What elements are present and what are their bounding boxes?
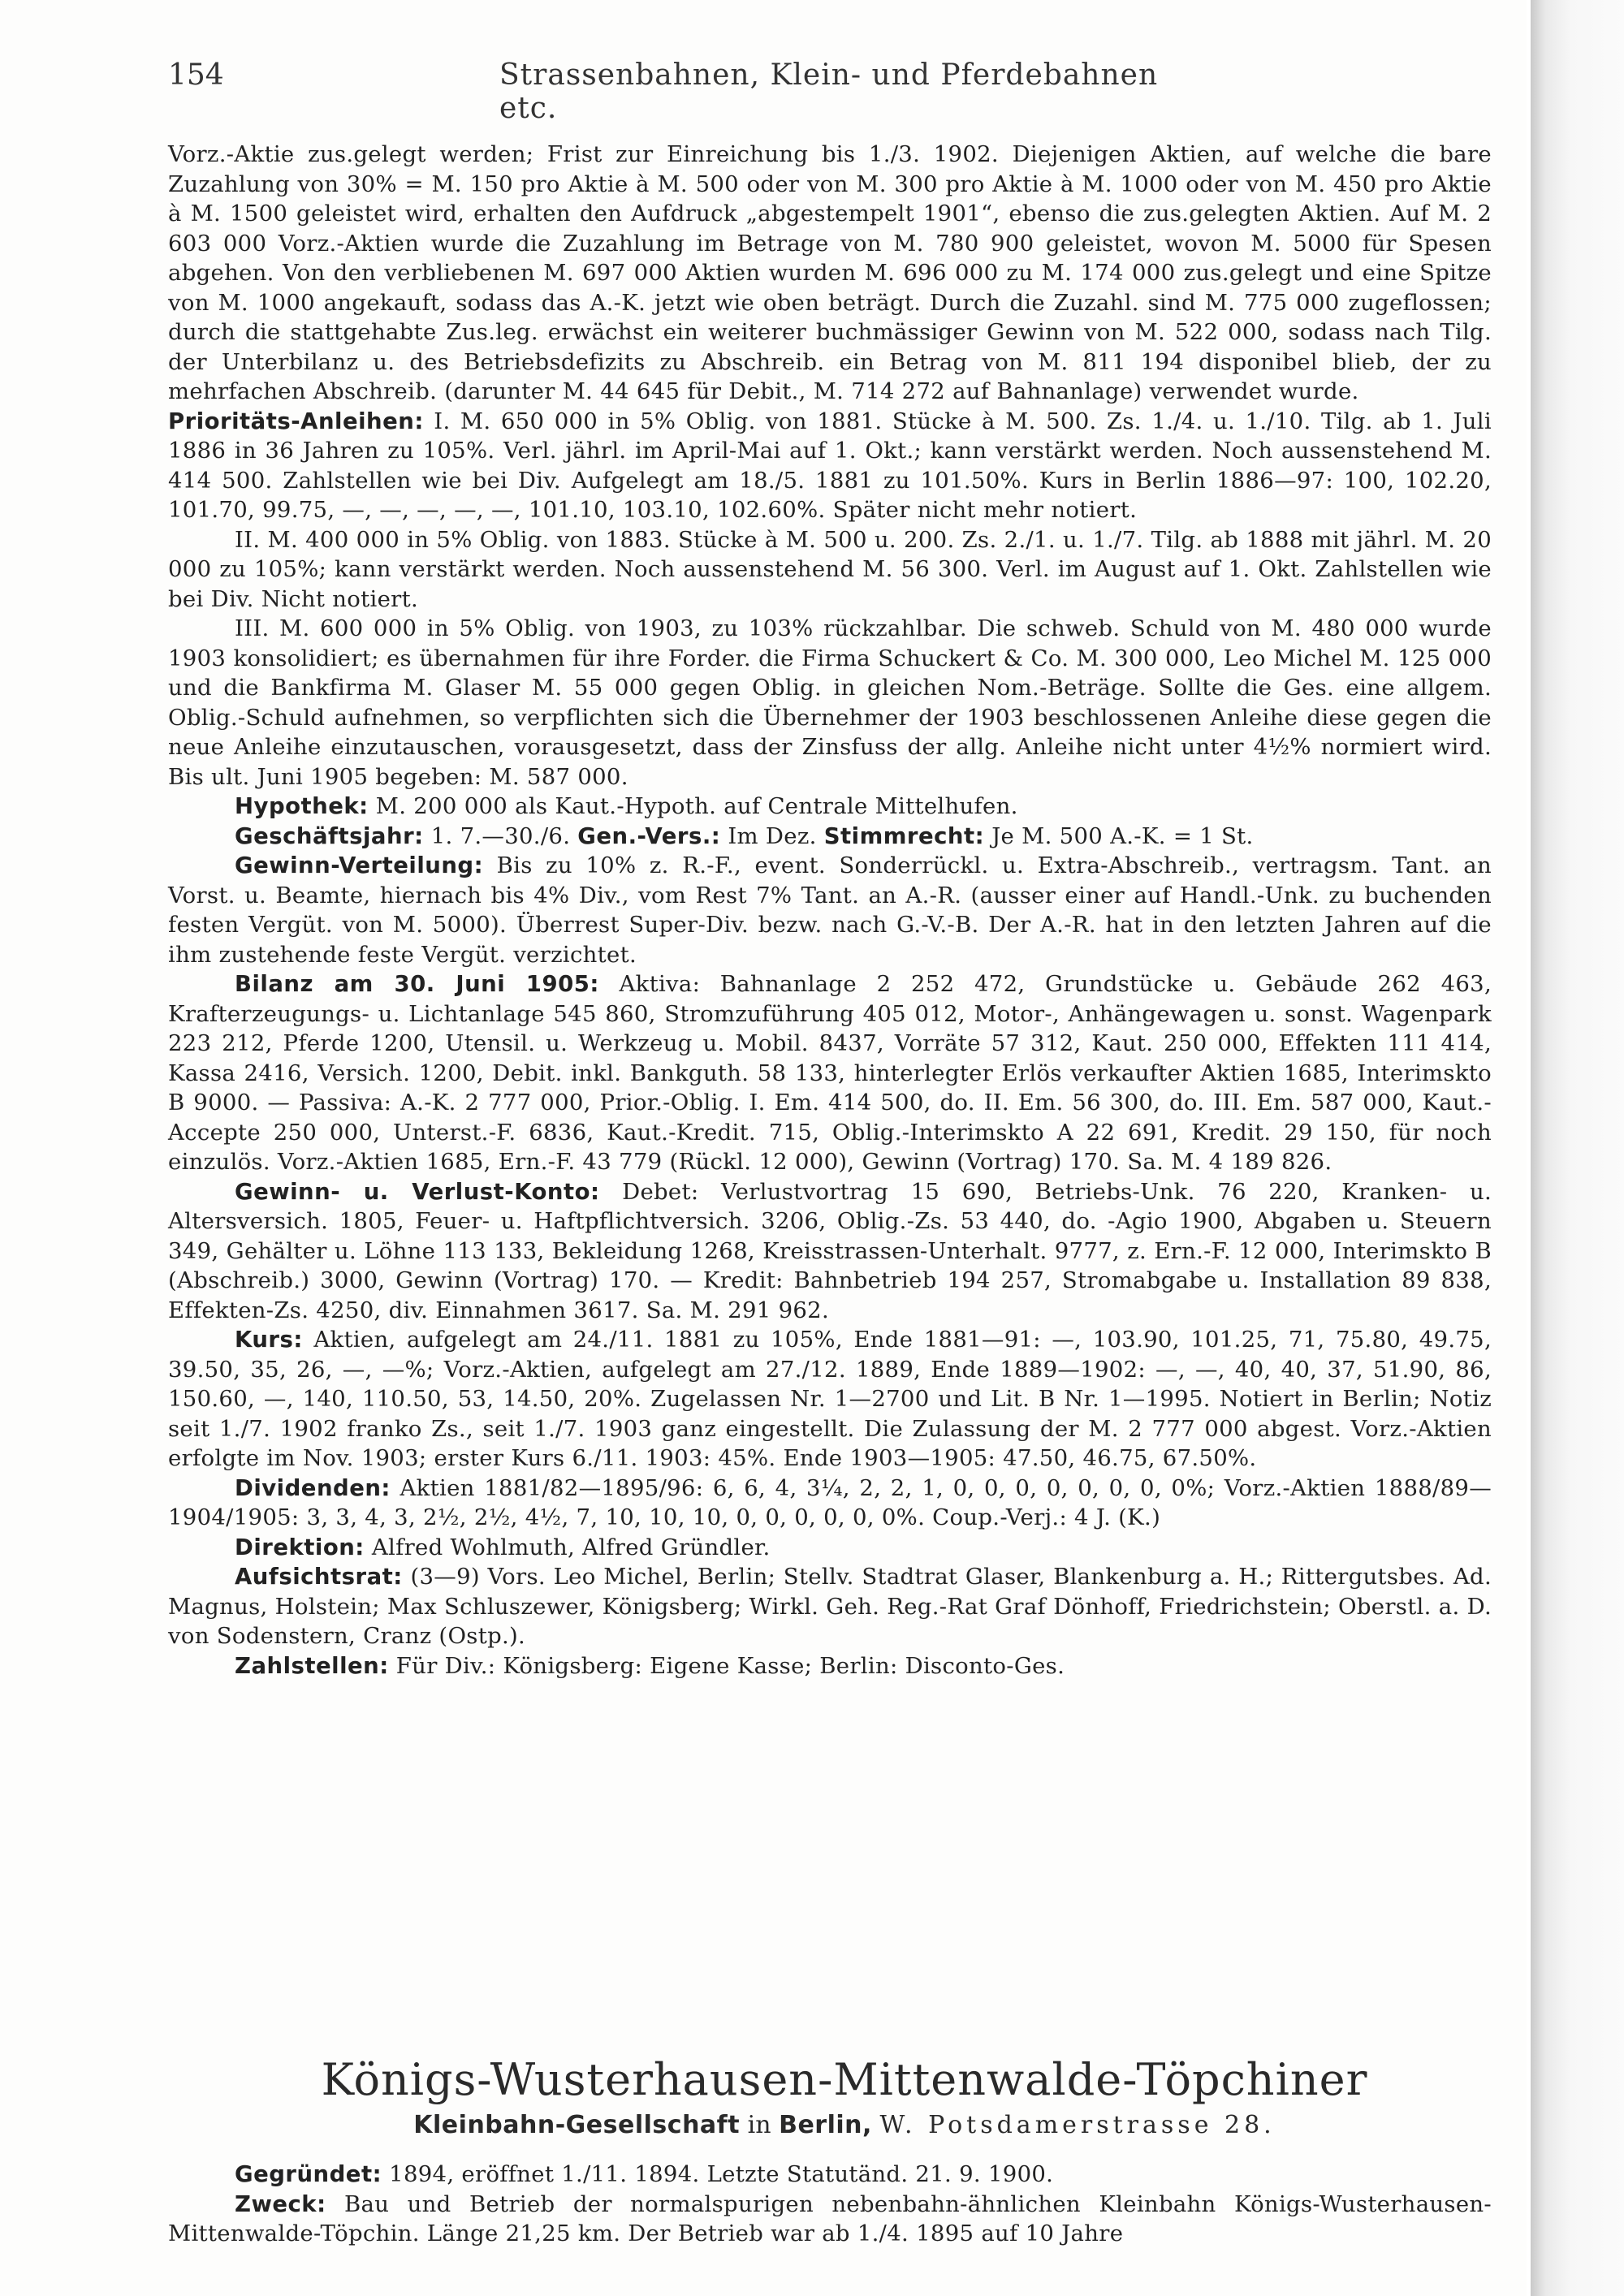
section-label: Gewinn- u. Verlust-Konto:	[235, 1178, 600, 1205]
subtitle-in: in	[747, 2111, 771, 2139]
company-title: Königs-Wusterhausen-Mittenwalde-Töpchiner	[321, 2054, 1368, 2105]
page-number: 154	[168, 58, 224, 92]
zweck-paragraph	[168, 2190, 1492, 2249]
section-text: Im Dez.	[728, 822, 817, 849]
company-type: Kleinbahn-Gesellschaft	[413, 2111, 741, 2139]
section-label: Zahlstellen:	[235, 1652, 389, 1679]
section-label: Stimmrecht:	[823, 822, 985, 849]
section-text: Für Div.: Königsberg: Eigene Kasse; Berlin: Disconto-Ges.	[395, 1652, 1065, 1679]
section-text: Aktien, aufgelegt am 24./11. 1881 zu 105%, Ende 1881—91: —, 103.90, 101.25, 71, 75.80, 49.75, 39.50, 35, 26, —, —%; Vorz.-Aktien, aufgelegt am 27./12. 1889, Ende 1889—1902: —, —, 40, 40, 37, 51.90, 86, 150.60, —, 140, 110.50, 53, 14.50, 20%. Zugelassen Nr. 1—2700 und Lit. B Nr. 1—1995. Notiert in Berlin; Notiz seit 1./7. 1902 franko Zs., seit 1./7. 1903 ganz eingestellt. Die Zulassung der M. 2 777 000 abgest. Vorz.-Aktien erfolgte im Nov. 1903; erster Kurs 6./11. 1903: 45%. Ende 1903—1905: 47.50, 46.75, 67.50%.	[168, 1327, 1492, 1471]
zs-paragraph	[168, 1651, 1492, 1681]
company-subtitle	[162, 2109, 1527, 2142]
section-label: Kurs:	[235, 1327, 303, 1353]
prio-3-paragraph: III. M. 600 000 in 5% Oblig. von 1903, zu 103% rückzahlbar. Die schweb. Schuld von M. 480 000 wurde 1903 konsolidiert; es übernahmen für ihre Forder. die Firma Schuckert & Co. M. 300 000, Leo Michel M. 125 000 und die Bankfirma M. Glaser M. 55 000 gegen Oblig. in gleichen Nom.-Beträge. Sollte die Ges. eine allgem. Oblig.-Schuld aufnehmen, so verpflichten sich die Übernehmer der 1903 beschlossenen Anleihe diese gegen die neue Anleihe einzutauschen, vorausgesetzt, dass der Zinsfuss der allg. Anleihe nicht unter 4½% normiert wird. Bis ult. Juni 1905 begeben: M. 587 000.	[168, 615, 1492, 790]
dir-paragraph	[168, 1533, 1492, 1563]
section-text: M. 200 000 als Kaut.-Hypoth. auf Centrale Mittelhufen.	[375, 793, 1018, 819]
guv-paragraph	[168, 1177, 1492, 1326]
bil-paragraph	[168, 969, 1492, 1177]
company-city: Berlin,	[779, 2111, 872, 2139]
prio-1-paragraph	[168, 407, 1492, 525]
main-text	[168, 140, 1492, 1681]
section-label: Zweck:	[235, 2190, 326, 2217]
section-text: Alfred Wohlmuth, Alfred Gründler.	[371, 1534, 771, 1560]
facing-page-edge	[1531, 0, 1624, 2296]
intro-paragraph: Vorz.-Aktie zus.gelegt werden; Frist zur Einreichung bis 1./3. 1902. Diejenigen Aktien, auf welche die bare Zuzahlung von 30% = M. 150 pro Aktie à M. 500 oder von M. 300 pro Aktie à M. 1000 oder von M. 450 pro Aktie à M. 1500 geleistet wird, erhalten den Aufdruck „abgestempelt 1901“, ebenso die zus.gelegten Aktien. Auf M. 2 603 000 Vorz.-Aktien wurde die Zuzahlung im Betrage von M. 780 900 geleistet, wovon M. 5000 für Spesen abgehen. Von den verbliebenen M. 697 000 Aktien wurden M. 696 000 zu M. 174 000 zus.gelegt und eine Spitze von M. 1000 angekauft, sodass das A.-K. jetzt wie oben beträgt. Durch die Zuzahl. sind M. 775 000 zugeflossen; durch die stattgehabte Zus.leg. erwächst ein weiterer buchmässiger Gewinn von M. 522 000, sodass nach Tilg. der Unterbilanz u. des Betriebsdefizits zu Abschreib. ein Betrag von M. 811 194 disponibel blieb, der zu mehrfachen Abschreib. (darunter M. 44 645 für Debit., M. 714 272 auf Bahnanlage) verwendet wurde.	[168, 141, 1492, 404]
ar-paragraph	[168, 1562, 1492, 1651]
section-text: Bis zu 10% z. R.-F., event. Sonderrückl. u. Extra-Abschreib., vertragsm. Tant. an Vorst. u. Beamte, hiernach bis 4% Div., vom Rest 7% Tant. an A.-R. (ausser einer auf Handl.-Unk. zu buchenden festen Vergüt. von M. 5000). Überrest Super-Div. bezw. nach G.-V.-B. Der A.-R. hat in den letzten Jahren auf die ihm zustehende feste Vergüt. verzichtet.	[168, 852, 1492, 968]
gewv-paragraph	[168, 851, 1492, 969]
gegr-paragraph	[168, 2160, 1492, 2190]
section-text: Aktien 1881/82—1895/96: 6, 6, 4, 3¼, 2, 2, 1, 0, 0, 0, 0, 0, 0, 0, 0%; Vorz.-Aktien 1888/89—1904/1905: 3, 3, 4, 3, 2½, 2½, 4½, 7, 10, 10, 10, 0, 0, 0, 0, 0, 0%. Coup.-Verj.: 4 J. (K.)	[168, 1474, 1492, 1530]
gj-paragraph	[168, 822, 1492, 852]
section-label: Aufsichtsrat:	[235, 1564, 403, 1590]
company-address: W. Potsdamerstrasse 28.	[879, 2111, 1276, 2139]
section-label: Dividenden:	[235, 1474, 391, 1501]
section-label: Gegründet:	[235, 2161, 382, 2187]
section-text: 1. 7.—30./6.	[430, 822, 571, 849]
page-header	[168, 58, 1224, 125]
section-text: Debet: Verlustvortrag 15 690, Betriebs-Unk. 76 220, Kranken- u. Altersversich. 1805, Feuer- u. Haftpflichtversich. 3206, Oblig.-Zs. 53 440, do. -Agio 1900, Abgaben u. Steuern 349, Gehälter u. Löhne 113 133, Bekleidung 1268, Kreisstrassen-Unterhalt. 9777, z. Ern.-F. 12 000, Interimskto B (Abschreib.) 3000, Gewinn (Vortrag) 170. — Kredit: Bahnbetrieb 194 257, Stromabgabe u. Installation 89 838, Effekten-Zs. 4250, div. Einnahmen 3617. Sa. M. 291 962.	[168, 1178, 1492, 1323]
company-text	[168, 2160, 1492, 2249]
section-text: 1894, eröffnet 1./11. 1894. Letzte Statutänd. 21. 9. 1900.	[389, 2161, 1054, 2187]
section-label: Prioritäts-Anleihen:	[168, 408, 424, 434]
div-paragraph	[168, 1474, 1492, 1533]
section-label: Gen.-Vers.:	[577, 822, 721, 849]
section-text: I. M. 650 000 in 5% Oblig. von 1881. Stücke à M. 500. Zs. 1./4. u. 1./10. Tilg. ab 1. Juli 1886 in 36 Jahren zu 105%. Verl. jährl. im April-Mai auf 1. Okt.; kann verstärkt werden. Noch aussenstehend M. 414 500. Zahlstellen wie bei Div. Aufgelegt am 18./5. 1881 zu 101.50%. Kurs in Berlin 1886—97: 100, 102.20, 101.70, 99.75, —, —, —, —, —, 101.10, 103.10, 102.60%. Später nicht mehr notiert.	[168, 408, 1492, 523]
section-text: Je M. 500 A.-K. = 1 St.	[991, 822, 1254, 849]
section-label: Bilanz am 30. Juni 1905:	[235, 971, 599, 997]
section-label: Geschäftsjahr:	[235, 822, 424, 849]
section-label: Direktion:	[235, 1534, 365, 1560]
section-text: Bau und Betrieb der normalspurigen nebenbahn-ähnlichen Kleinbahn Königs-Wusterhausen-Mittenwalde-Töpchin. Länge 21,25 km. Der Betrieb war ab 1./4. 1895 auf 10 Jahre	[168, 2190, 1492, 2246]
section-label: Hypothek:	[235, 793, 369, 819]
prio-2-paragraph: II. M. 400 000 in 5% Oblig. von 1883. Stücke à M. 500 u. 200. Zs. 2./1. u. 1./7. Tilg. ab 1888 mit jährl. M. 20 000 zu 105%; kann verstärkt werden. Noch aussenstehend M. 56 300. Verl. im August auf 1. Okt. Zahlstellen wie bei Div. Nicht notiert.	[168, 526, 1492, 612]
running-title: Strassenbahnen, Klein- und Pferdebahnen etc.	[499, 58, 1159, 125]
section-label: Gewinn-Verteilung:	[235, 852, 484, 878]
section-text: (3—9) Vors. Leo Michel, Berlin; Stellv. Stadtrat Glaser, Blankenburg a. H.; Rittergutsbes. Ad. Magnus, Holstein; Max Schluszewer, Königsberg; Wirkl. Geh. Reg.-Rat Graf Dönhoff, Friedrichstein; Oberstl. a. D. von Sodenstern, Cranz (Ostp.).	[168, 1564, 1492, 1649]
hyp-paragraph	[168, 792, 1492, 822]
section-text: Aktiva: Bahnanlage 2 252 472, Grundstücke u. Gebäude 262 463, Krafterzeugungs- u. Lichtanlage 545 860, Stromzuführung 405 012, Motor-, Anhängewagen u. sonst. Wagenpark 223 212, Pferde 1200, Utensil. u. Werkzeug u. Mobil. 8437, Vorräte 57 312, Kaut. 250 000, Effekten 111 414, Kassa 2416, Versich. 1200, Debit. inkl. Bankguth. 58 133, hinterlegter Erlös verkaufter Aktien 1685, Interimskto B 9000. — Passiva: A.-K. 2 777 000, Prior.-Oblig. I. Em. 414 500, do. II. Em. 56 300, do. III. Em. 587 000, Kaut.-Accepte 250 000, Unterst.-F. 6836, Kaut.-Kredit. 715, Oblig.-Interimskto A 22 691, Kredit. 29 150, für noch einzulös. Vorz.-Aktien 1685, Ern.-F. 43 779 (Rückl. 12 000), Gewinn (Vortrag) 170. Sa. M. 4 189 826.	[168, 971, 1492, 1175]
kurs-paragraph	[168, 1325, 1492, 1474]
